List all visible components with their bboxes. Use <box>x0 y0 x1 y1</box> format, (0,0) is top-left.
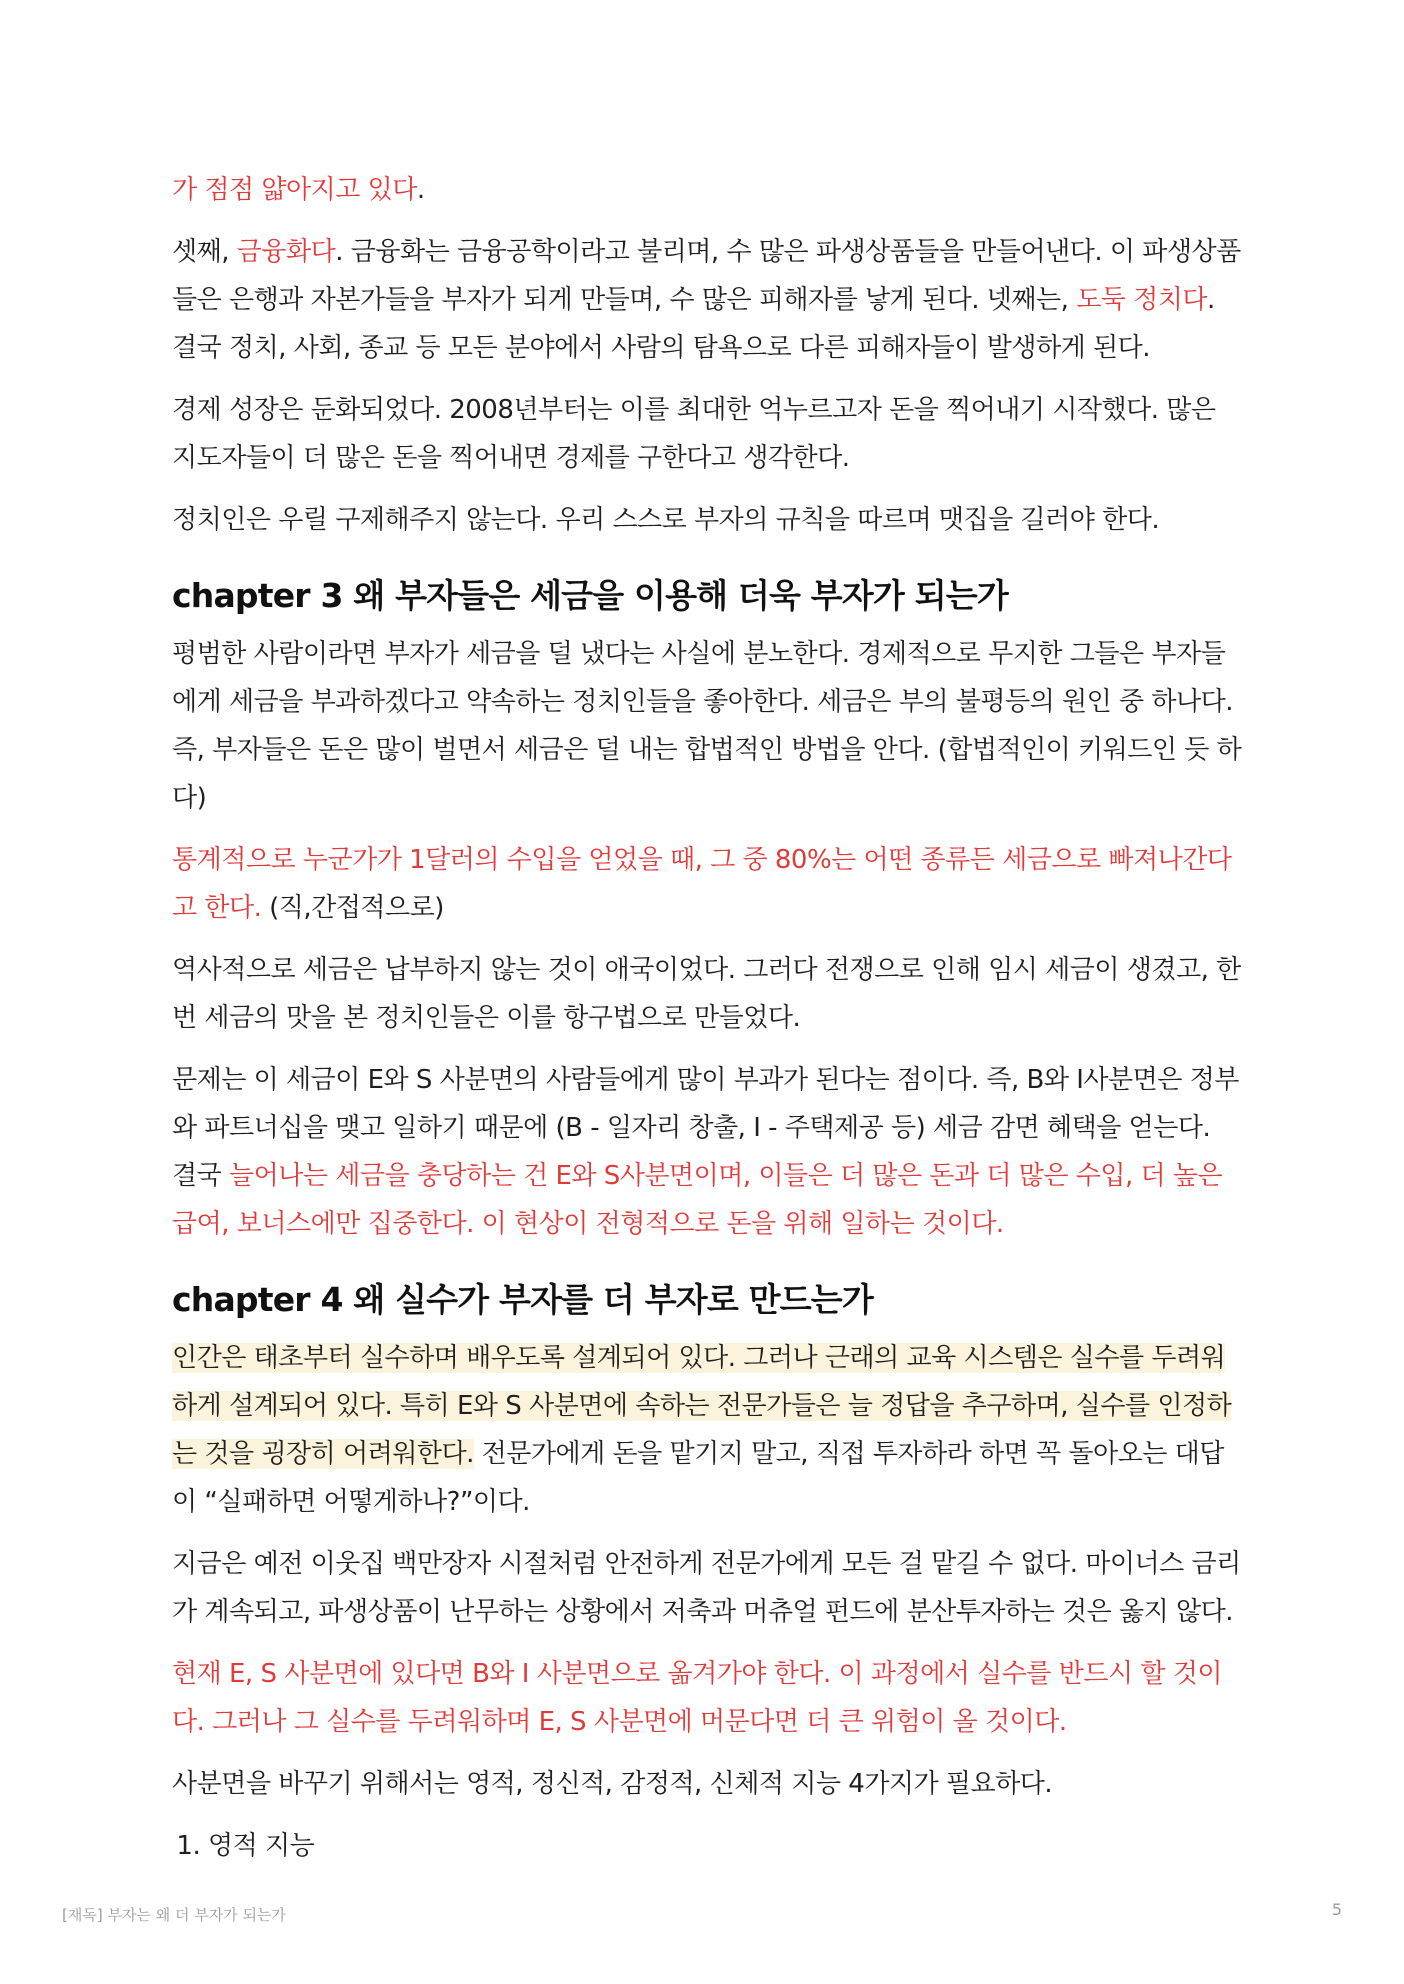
text: . <box>416 175 425 205</box>
document-body <box>172 166 1242 1870</box>
text: 셋째, <box>172 237 237 267</box>
footer-document-title: [재독] 부자는 왜 더 부자가 되는가 <box>62 1906 286 1924</box>
paragraph: 정치인은 우릴 구제해주지 않는다. 우리 스스로 부자의 규칙을 따르며 맷집을 길러야 한다. <box>172 505 1160 535</box>
paragraph: 역사적으로 세금은 납부하지 않는 것이 애국이었다. 그러다 전쟁으로 인해 임시 세금이 생겼고, 한 번 세금의 맛을 본 정치인들은 이를 항구법으로 만들었다. <box>172 955 1241 1033</box>
paragraph <box>172 1334 1242 1526</box>
red-text: 가 점점 얇아지고 있다 <box>172 175 417 205</box>
red-text: 통계적으로 누군가가 1달러의 수입을 얻었을 때, 그 중 80%는 어떤 종류든 세금으로 빠져나간다고 한다. <box>172 845 1232 923</box>
paragraph <box>172 1056 1242 1248</box>
text: 문제는 이 세금이 E와 S 사분면의 사람들에게 많이 부과가 된다는 점이다. 즉, B와 I사분면은 정부와 파트너십을 맺고 일하기 때문에 (B - 일자리 창출, I - 주택제공 등) 세금 감면 혜택을 얻는다. 결국 <box>172 1065 1239 1191</box>
paragraph <box>172 836 1242 932</box>
chapter-3-heading: chapter 3 왜 부자들은 세금을 이용해 더욱 부자가 되는가 <box>172 576 1008 615</box>
text: (직,간접적으로) <box>261 893 444 923</box>
text: . 금융화는 금융공학이라고 불리며, 수 많은 파생상품들을 만들어낸다. 이 파생상품들은 은행과 자본가들을 부자가 되게 만들며, 수 많은 피해자를 낳게 된다. 넷째는, <box>172 237 1241 315</box>
red-paragraph: 현재 E, S 사분면에 있다면 B와 I 사분면으로 옮겨가야 한다. 이 과정에서 실수를 반드시 할 것이다. 그러나 그 실수를 두려워하며 E, S 사분면에 머문다면 더 큰 위험이 올 것이다. <box>172 1659 1222 1737</box>
paragraph: 평범한 사람이라면 부자가 세금을 덜 냈다는 사실에 분노한다. 경제적으로 무지한 그들은 부자들에게 세금을 부과하겠다고 약속하는 정치인들을 좋아한다. 세금은 부의 불평등의 원인 중 하나다. 즉, 부자들은 돈은 많이 벌면서 세금은 덜 내는 합법적인 방법을 안다. (합법적인이 키워드인 듯 하다) <box>172 639 1242 813</box>
highlighted-text: 인간은 태초부터 실수하며 배우도록 설계되어 있다. 그러나 근래의 교육 시스템은 실수를 두려워하게 설계되어 있다. 특히 E와 S 사분면에 속하는 전문가들은 늘 정답을 추구하며, 실수를 인정하는 것을 굉장히 어려워한다. <box>172 1343 1232 1469</box>
text: 전문가에게 돈을 맡기지 말고, 직접 투자하라 하면 꼭 돌아오는 대답이 “실패하면 어떻게하나?”이다. <box>172 1439 1224 1517</box>
red-text: 도둑 정치다 <box>1076 285 1208 315</box>
numbered-list <box>172 1822 1242 1870</box>
paragraph <box>172 228 1242 372</box>
list-item: 1. 영적 지능 <box>208 1822 1242 1870</box>
text: . 결국 정치, 사회, 종교 등 모든 분야에서 사람의 탐욕으로 다른 피해자들이 발생하게 된다. <box>172 285 1215 363</box>
chapter-4-heading: chapter 4 왜 실수가 부자를 더 부자로 만드는가 <box>172 1280 873 1319</box>
paragraph: 사분면을 바꾸기 위해서는 영적, 정신적, 감정적, 신체적 지능 4가지가 필요하다. <box>172 1769 1053 1799</box>
red-text: 늘어나는 세금을 충당하는 건 E와 S사분면이며, 이들은 더 많은 돈과 더 많은 수입, 더 높은 급여, 보너스에만 집중한다. 이 현상이 전형적으로 돈을 위해 일하는 것이다. <box>172 1161 1223 1239</box>
paragraph <box>172 166 1242 214</box>
paragraph: 경제 성장은 둔화되었다. 2008년부터는 이를 최대한 억누르고자 돈을 찍어내기 시작했다. 많은 지도자들이 더 많은 돈을 찍어내면 경제를 구한다고 생각한다. <box>172 395 1216 473</box>
paragraph: 지금은 예전 이웃집 백만장자 시절처럼 안전하게 전문가에게 모든 걸 맡길 수 없다. 마이너스 금리가 계속되고, 파생상품이 난무하는 상황에서 저축과 머츄얼 펀드에 분산투자하는 것은 옳지 않다. <box>172 1549 1241 1627</box>
footer-page-number: 5 <box>1331 1900 1342 1919</box>
red-text: 금융화다 <box>236 237 336 267</box>
